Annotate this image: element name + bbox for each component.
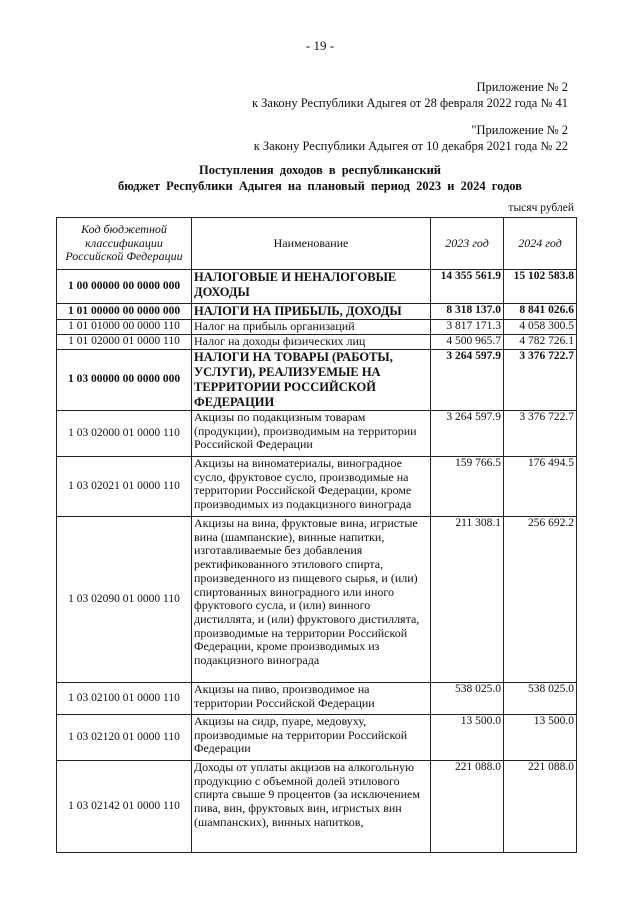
header-2024: 2024 год <box>504 218 577 270</box>
row-value-2024: 8 841 026.6 <box>504 304 577 320</box>
row-code: 1 00 00000 00 0000 000 <box>57 270 192 304</box>
table-row <box>57 320 577 335</box>
row-code: 1 03 02120 01 0000 110 <box>57 715 192 761</box>
row-value-2023: 159 766.5 <box>431 457 504 517</box>
appendix-original-line2: к Закону Республики Адыгея от 10 декабря 2021 года № 22 <box>253 139 568 153</box>
row-name: Акцизы на сидр, пуаре, медовуху, производимые на территории Российской Федерации <box>192 715 431 761</box>
row-value-2024: 15 102 583.8 <box>504 270 577 304</box>
row-name: Акцизы по подакцизным товарам (продукции), производимым на территории Российской Федерации <box>192 411 431 457</box>
row-name: НАЛОГИ НА ПРИБЫЛЬ, ДОХОДЫ <box>192 304 431 320</box>
row-value-2023: 14 355 561.9 <box>431 270 504 304</box>
row-code: 1 03 02000 01 0000 110 <box>57 411 192 457</box>
table-row <box>57 411 577 457</box>
units-label: тысяч рублей <box>508 202 574 214</box>
document-title <box>0 162 640 194</box>
row-code: 1 01 01000 00 0000 110 <box>57 320 192 335</box>
row-name: НАЛОГОВЫЕ И НЕНАЛОГОВЫЕ ДОХОДЫ <box>192 270 431 304</box>
row-value-2023: 4 500 965.7 <box>431 335 504 350</box>
table-row <box>57 350 577 411</box>
row-code: 1 01 00000 00 0000 000 <box>57 304 192 320</box>
appendix-current-line2: к Закону Республики Адыгея от 28 февраля 2022 года № 41 <box>251 96 568 110</box>
row-code: 1 03 02021 01 0000 110 <box>57 457 192 517</box>
row-value-2024: 4 058 300.5 <box>504 320 577 335</box>
row-code: 1 03 00000 00 0000 000 <box>57 350 192 411</box>
row-name: Акцизы на виноматериалы, виноградное сусло, фруктовое сусло, производимые на территории Российской Федерации, кроме производимых из подакцизного винограда <box>192 457 431 517</box>
table-header-row <box>57 218 577 270</box>
row-value-2023: 211 308.1 <box>431 517 504 683</box>
row-value-2024: 256 692.2 <box>504 517 577 683</box>
row-name: Налог на прибыль организаций <box>192 320 431 335</box>
table-row <box>57 304 577 320</box>
page-number: - 19 - <box>305 38 335 53</box>
appendix-current-line1: Приложение № 2 <box>476 80 568 94</box>
table-row <box>57 335 577 350</box>
header-name: Наименование <box>192 218 431 270</box>
appendix-current <box>252 79 568 111</box>
row-value-2024: 3 376 722.7 <box>504 411 577 457</box>
row-value-2024: 4 782 726.1 <box>504 335 577 350</box>
row-value-2024: 176 494.5 <box>504 457 577 517</box>
row-value-2023: 538 025.0 <box>431 683 504 715</box>
document-title-line1: Поступления доходов в республиканский <box>198 163 441 177</box>
row-name: Акцизы на пиво, производимое на территории Российской Федерации <box>192 683 431 715</box>
row-code: 1 03 02090 01 0000 110 <box>57 517 192 683</box>
table-row <box>57 517 577 683</box>
row-value-2024: 538 025.0 <box>504 683 577 715</box>
row-code: 1 03 02100 01 0000 110 <box>57 683 192 715</box>
header-2023: 2023 год <box>431 218 504 270</box>
row-value-2023: 3 264 597.9 <box>431 411 504 457</box>
table-row <box>57 457 577 517</box>
row-value-2023: 3 264 597.9 <box>431 350 504 411</box>
table-row <box>57 761 577 853</box>
row-value-2023: 3 817 171.3 <box>431 320 504 335</box>
appendix-original <box>254 122 568 154</box>
row-name: Доходы от уплаты акцизов на алкогольную продукцию с объемной долей этилового спирта свыше 9 процентов (за исключением пива, вин, фруктовых вин, игристых вин (шампанских), винных напитков, <box>192 761 431 853</box>
row-value-2023: 13 500.0 <box>431 715 504 761</box>
row-code: 1 01 02000 01 0000 110 <box>57 335 192 350</box>
row-name: Акцизы на вина, фруктовые вина, игристые вина (шампанские), винные напитки, изготавливаемые без добавления ректификованного этилового спирта, произведенного из пищевого сырья, и (или) спиртованных виноградного или иного фруктового сусла, и (или) винного дистиллята, и (или) фруктового дистиллята, производимые на территории Российской Федерации, кроме производимых из подакцизного винограда <box>192 517 431 683</box>
row-value-2024: 3 376 722.7 <box>504 350 577 411</box>
row-name: НАЛОГИ НА ТОВАРЫ (РАБОТЫ, УСЛУГИ), РЕАЛИЗУЕМЫЕ НА ТЕРРИТОРИИ РОССИЙСКОЙ ФЕДЕРАЦИИ <box>192 350 431 411</box>
row-value-2023: 8 318 137.0 <box>431 304 504 320</box>
appendix-original-line1: "Приложение № 2 <box>471 123 568 137</box>
table-row <box>57 715 577 761</box>
row-code: 1 03 02142 01 0000 110 <box>57 761 192 853</box>
document-title-line2: бюджет Республики Адыгея на плановый период 2023 и 2024 годов <box>118 179 522 193</box>
row-name: Налог на доходы физических лиц <box>192 335 431 350</box>
revenue-table <box>56 217 577 853</box>
row-value-2024: 13 500.0 <box>504 715 577 761</box>
table-row <box>57 683 577 715</box>
row-value-2024: 221 088.0 <box>504 761 577 853</box>
header-code: Код бюджетной классификации Российской Федерации <box>57 218 192 270</box>
row-value-2023: 221 088.0 <box>431 761 504 853</box>
table-row <box>57 270 577 304</box>
